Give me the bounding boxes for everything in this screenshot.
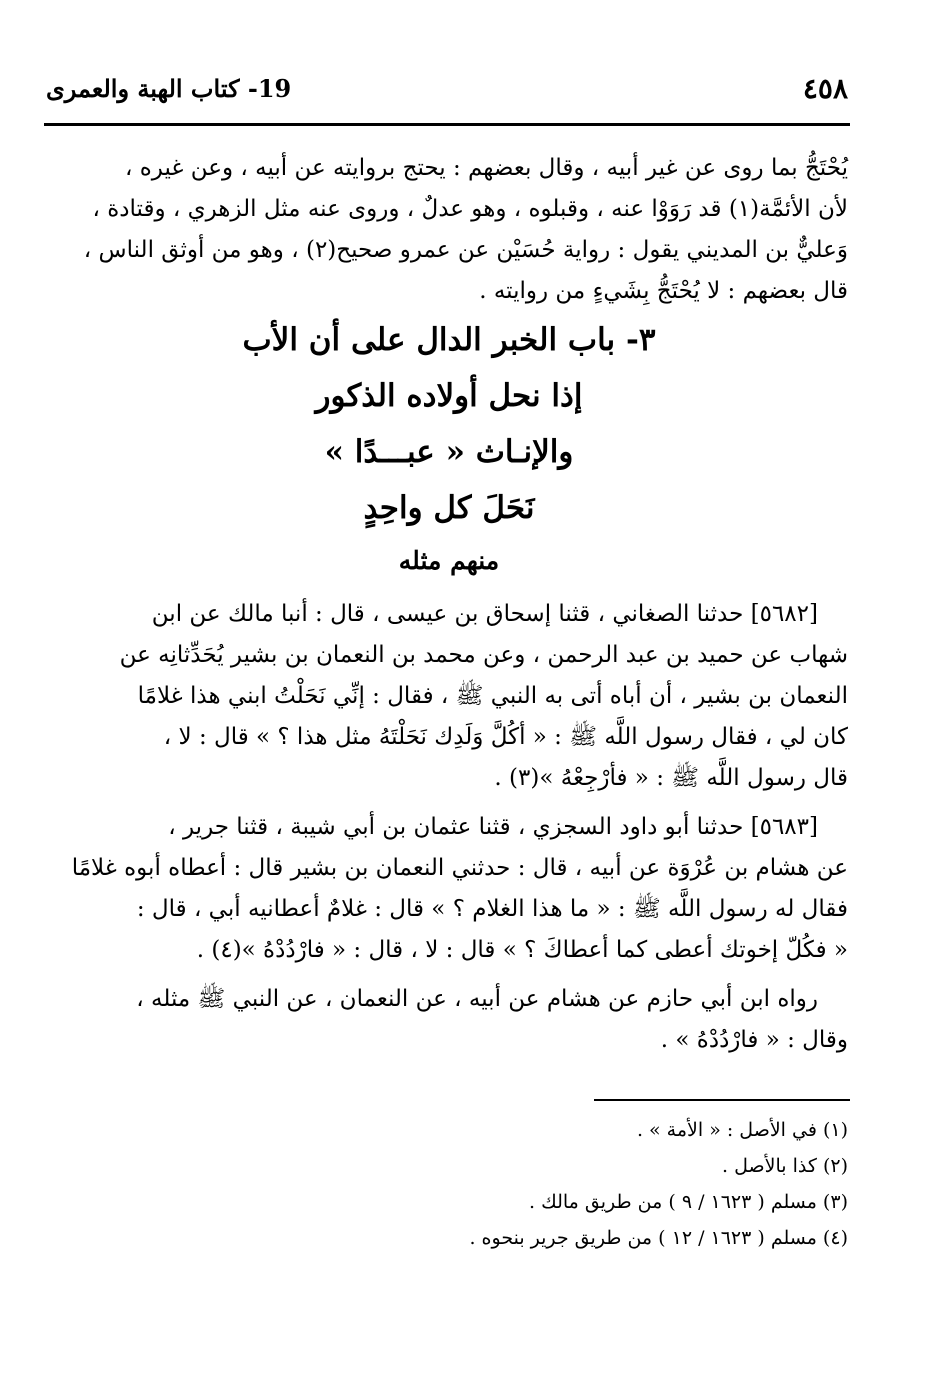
intro-paragraph [50,148,848,312]
chapter-title-line: إذا نحل أولاده الذكور [315,378,583,414]
chapter-subtitle: منهم مثله [398,546,500,575]
footnote-rule [594,1099,850,1101]
intro-line: قال بعضهم : لا يُحْتَجُّ بِشَيءٍ من روايته . [479,278,848,304]
riwaya-paragraph [50,979,848,1061]
hadith-line: عن هشام بن عُرْوَة عن أبيه ، قال : حدثني النعمان بن بشير قال : أعطاه أبوه غلامًا [71,855,848,881]
hadith-line: قال رسول اللَّه ﷺ : « فأرْجِعْهُ »(٣) . [494,765,848,791]
footnotes [300,1112,848,1256]
riwaya-line: رواه ابن أبي حازم عن هشام عن أبيه ، عن النعمان ، عن النبي ﷺ مثله ، [136,986,818,1012]
page-number: ٤٥٨ [802,72,848,105]
chapter-heading [50,312,848,586]
intro-line: وَعليٌّ بن المديني يقول : رواية حُسَيْن عن عمرو صحيح(٢) ، وهو من أوثق الناس ، [83,237,848,263]
hadith-line: النعمان بن بشير ، أن أباه أتى به النبي ﷺ ، فقال : إنِّي نَحَلْتُ ابني هذا غلامًا [137,683,848,709]
footnote: (٣) مسلم ( ١٦٢٣ / ٩ ) من طريق مالك . [529,1191,848,1213]
hadith-line: « فكُلّ إخوتك أعطى كما أعطاكَ ؟ » قال : لا ، قال : « فارْدُدْهُ »(٤) . [196,937,848,963]
hadith-line: كان لي ، فقال رسول اللَّه ﷺ : « أكُلَّ وَلَدِك نَحَلْتَهُ مثل هذا ؟ » قال : لا ، [163,724,848,750]
hadith-line: [٥٦٨٣] حدثنا أبو داود السجزي ، قثنا عثمان بن أبي شيبة ، قثنا جرير ، [168,814,818,840]
riwaya-line: وقال : « فارْدُدْهُ » . [660,1027,848,1053]
hadith-line: [٥٦٨٢] حدثنا الصغاني ، قثنا إسحاق بن عيسى ، قال : أنبا مالك عن ابن [151,601,818,627]
chapter-title-line: والإنـاث « عبـــدًا » [324,434,574,470]
header-rule [44,123,850,126]
chapter-title-line: ٣- باب الخبر الدال على أن الأب [242,322,656,358]
hadith-5682 [50,594,848,799]
hadith-line: شهاب عن حميد بن عبد الرحمن ، وعن محمد بن النعمان بن بشير يُحَدِّثانِه عن [119,642,848,668]
running-title: 19- كتاب الهبة والعمرى [46,74,292,103]
hadith-5683 [50,807,848,971]
footnote: (١) في الأصل : « الأمة » . [636,1119,848,1141]
chapter-title-line: نَحَلَ كل واحِدٍ [363,490,535,526]
footnote: (٢) كذا بالأصل . [722,1155,848,1177]
page-header [46,72,848,112]
intro-line: يُحْتَجُّ بما روى عن غير أبيه ، وقال بعضهم : يحتج بروايته عن أبيه ، وعن غيره ، [124,155,848,181]
footnote: (٤) مسلم ( ١٦٢٣ / ١٢ ) من طريق جرير بنحوه . [469,1227,848,1249]
page-body [50,148,848,1061]
intro-line: لأن الأئمَّة(١) قد رَوَوْا عنه ، وقبلوه ، وهو عدلٌ ، وروى عنه مثل الزهري ، وقتادة ، [92,196,848,222]
hadith-line: فقال له رسول اللَّه ﷺ : « ما هذا الغلام ؟ » قال : غلامٌ أعطانيه أبي ، قال : [136,896,848,922]
